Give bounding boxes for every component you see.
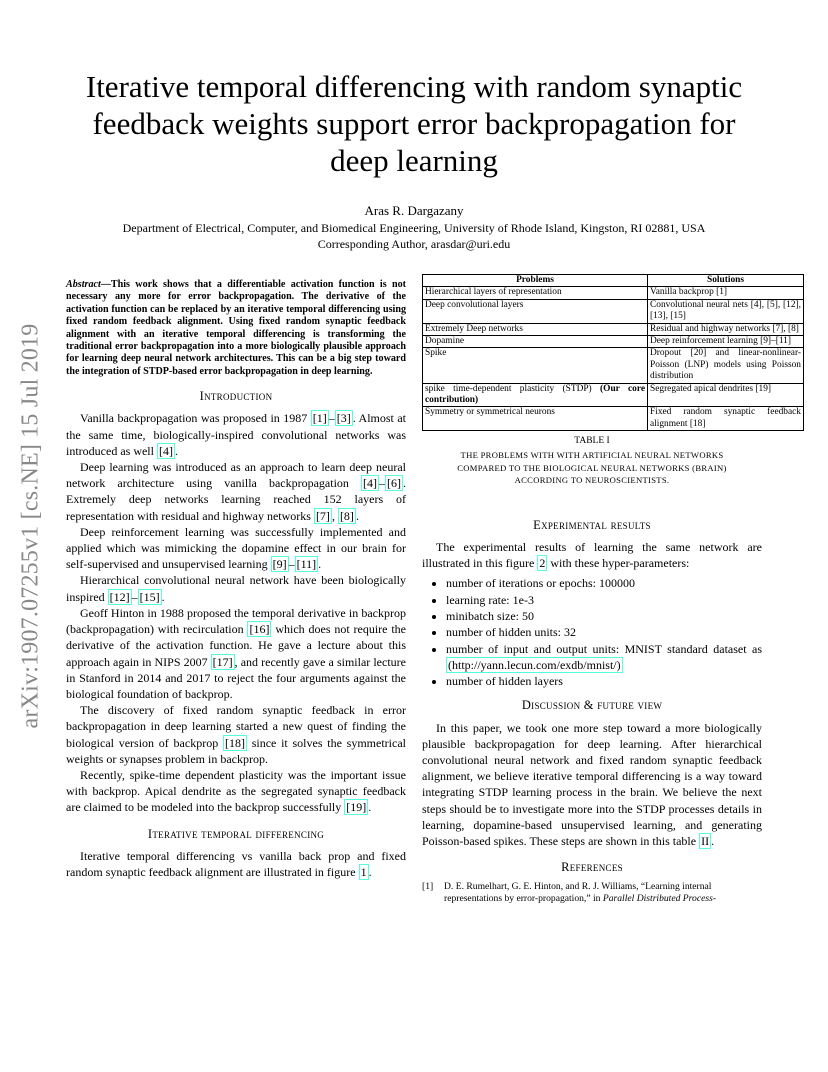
intro-paragraph-3: Deep reinforcement learning was successfully implemented and applied which was mimicking the dopamine effect in our brain for self-supervised and unsupervised learning [9] – [11] . [66, 524, 406, 572]
table-header-solutions: Solutions [648, 275, 804, 287]
table-row [423, 348, 804, 383]
table-cell-solution: Vanilla backprop [1] [648, 287, 804, 299]
citation-link[interactable]: [4] [363, 476, 377, 491]
left-column [66, 279, 406, 880]
table-cell-solution: Segregated apical dendrites [19] [648, 383, 804, 407]
list-item: • number of hidden layers [446, 673, 762, 689]
table-cell-problem: Extremely Deep networks [423, 323, 648, 335]
intro-paragraph-7: Recently, spike-time dependent plasticity was the important issue with backprop. Apical dendrite as the segregated synaptic feedback are claimed to be modeled into the backprop successfully [19] . [66, 767, 406, 815]
list-item: • number of input and output units: MNIST standard dataset as (http://yann.lecun.com/exdb/mnist/) [446, 641, 762, 674]
intro-paragraph-5: Geoff Hinton in 1988 proposed the temporal derivative in backprop (backpropagation) with recirculation [16] which does not require the derivative of the activation function. He gave a lecture about this approach again in NIPS 2007 [17] , and recently gave a similar lecture in Stanford in 2014 and 2017 to reject the four arguments against the biological foundation of backprop. [66, 605, 406, 701]
abstract [66, 279, 406, 378]
citation-link[interactable]: [9] [272, 557, 287, 572]
figure-link[interactable]: 2 [539, 556, 546, 571]
affiliation-block [40, 220, 788, 252]
problems-solutions-table [422, 274, 804, 431]
affiliation: Department of Electrical, Computer, and Biomedical Engineering, University of Rhode Island, Kingston, RI 02881, USA [122, 221, 706, 235]
intro-paragraph-4: Hierarchical convolutional neural network have been biologically inspired [12] – [15] . [66, 573, 406, 604]
itd-paragraph-1: Iterative temporal differencing vs vanilla back prop and fixed random synaptic feedback alignment are illustrated in figure 1 . [66, 848, 406, 879]
table-cell-solution: Deep reinforcement learning [9]–[11] [648, 336, 804, 348]
intro-heading: Introduction [199, 389, 273, 404]
citation-link[interactable]: [19] [346, 800, 367, 815]
reference-list [422, 881, 762, 905]
table-row [423, 407, 804, 431]
table-cell-solution: Fixed random synaptic feedback alignment [18] [648, 407, 804, 431]
table-row [423, 336, 804, 348]
intro-paragraph-1: Vanilla backpropagation was proposed in 1987 [1] – [3] . Almost at the same time, biologically-inspired convolutional networks was introduced as well [4] . [66, 411, 406, 458]
intro-paragraph-6: The discovery of fixed random synaptic feedback in error backpropagation in deep learning started a new quest of finding the biological version of backprop [18] since it solves the symmetrical weights or synapses problem in backprop. [66, 703, 406, 766]
list-item: • number of hidden units: 32 [446, 624, 762, 640]
itd-heading: Iterative temporal differencing [147, 826, 325, 841]
hyperparameter-list [422, 575, 762, 689]
discussion-heading: Discussion & future view [521, 698, 663, 713]
abstract-label: Abstract [66, 279, 101, 290]
table-caption: THE PROBLEMS WITH WITH ARTIFICIAL NEURAL NETWORKS COMPARED TO THE BIOLOGICAL NEURAL NETWORKS (BRAIN) ACCORDING TO NEUROSCIENTISTS. [457, 450, 727, 486]
arxiv-identifier: arXiv:1907.07255v1 [cs.NE] 15 Jul 2019 [17, 323, 44, 729]
table-cell-solution: Dropout [20] and linear-nonlinear-Poisson (LNP) models using Poisson distribution [648, 348, 804, 383]
table-label: TABLE I [574, 436, 610, 447]
citation-link[interactable]: [17] [212, 654, 233, 669]
table-link[interactable]: II [701, 834, 710, 849]
figure-link[interactable]: 1 [360, 864, 367, 879]
citation-link[interactable]: [16] [249, 622, 270, 637]
table-cell-problem: Dopamine [423, 336, 648, 348]
paper-title: Iterative temporal differencing with random synaptic feedback weights support error backpropagation for deep learning [85, 69, 743, 178]
citation-link[interactable]: [18] [224, 735, 245, 750]
experimental-paragraph-1: The experimental results of learning the same network are illustrated in this figure 2 with these hyper-parameters: [422, 539, 762, 571]
citation-link[interactable]: [1] [312, 411, 327, 426]
table-cell-problem: Spike [423, 348, 648, 383]
table-row [423, 323, 804, 335]
citation-link[interactable]: [11] [296, 557, 317, 572]
references-heading: References [561, 860, 623, 875]
table-row [423, 383, 804, 407]
table-cell-problem: spike time-dependent plasticity (STDP) (Our core contribution) [423, 383, 648, 407]
list-item: • number of iterations or epochs: 100000 [446, 575, 762, 591]
citation-link[interactable]: [3] [336, 411, 351, 426]
table-row [423, 299, 804, 323]
citation-link[interactable]: [7] [315, 508, 330, 523]
mnist-url-link[interactable]: (http://yann.lecun.com/exdb/mnist/) [448, 657, 621, 672]
discussion-paragraph-1: In this paper, we took one more step toward a more biologically plausible backpropagation for deep learning. After hierarchical convolutional neural network and fixed random synaptic feedback alignment, we believe iterative temporal differencing is a way toward integrating STDP learning process in the brain. We believe the next steps should be to investigate more into the STDP processes details in learning, dopamine-based unsupervised learning, and generating Poisson-based spikes. These steps are shown in this table II . [422, 720, 762, 849]
list-item: • minibatch size: 50 [446, 608, 762, 624]
table-header-problems: Problems [423, 275, 648, 287]
table-row [423, 287, 804, 299]
author-name: Aras R. Dargazany [364, 203, 464, 218]
table-cell-solution: Convolutional neural nets [4], [5], [12], [13], [15] [648, 299, 804, 323]
core-contribution-note: (Our core contribution) [425, 383, 645, 406]
citation-link[interactable]: [4] [158, 443, 173, 458]
table-header-row [423, 275, 804, 287]
table-cell-solution: Residual and highway networks [7], [8] [648, 323, 804, 335]
experimental-heading: Experimental results [533, 517, 651, 532]
table-cell-problem: Deep convolutional layers [423, 299, 648, 323]
table-cell-problem: Hierarchical layers of representation [423, 287, 648, 299]
list-item: • learning rate: 1e-3 [446, 592, 762, 608]
citation-link[interactable]: [8] [339, 508, 354, 523]
reference-text: D. E. Rumelhart, G. E. Hinton, and R. J. Williams, “Learning internal representations by error-propagation,” in Parallel Distributed Process- [444, 881, 717, 905]
right-column [422, 274, 801, 905]
citation-link[interactable]: [6] [387, 476, 401, 491]
corresponding-author: Corresponding Author, arasdar@uri.edu [317, 237, 511, 251]
citation-link[interactable]: [12] [109, 589, 130, 604]
intro-paragraph-2: Deep learning was introduced as an approach to learn deep neural network architecture using vanilla backpropagation [4] – [6] . Extremely deep networks learning reached 152 layers of representation with residual and highway networks [7] , [8] . [66, 460, 406, 523]
reference-item [422, 881, 762, 905]
abstract-text: —This work shows that a differentiable activation function is not necessary any more for error backpropagation. The derivative of the activation function can be replaced by an iterative temporal differencing using fixed random feedback alignment. Using fixed random synaptic feedback alignment with an iterative temporal differencing is transforming the traditional error backpropagation into a more biologically plausible approach for learning deep neural network architectures. This can be a big step toward the integration of STDP-based error backpropagation in deep learning. [66, 279, 406, 377]
citation-link[interactable]: [15] [139, 589, 160, 604]
reference-number: [1] [422, 881, 434, 893]
table-cell-problem: Symmetry or symmetrical neurons [423, 407, 648, 431]
